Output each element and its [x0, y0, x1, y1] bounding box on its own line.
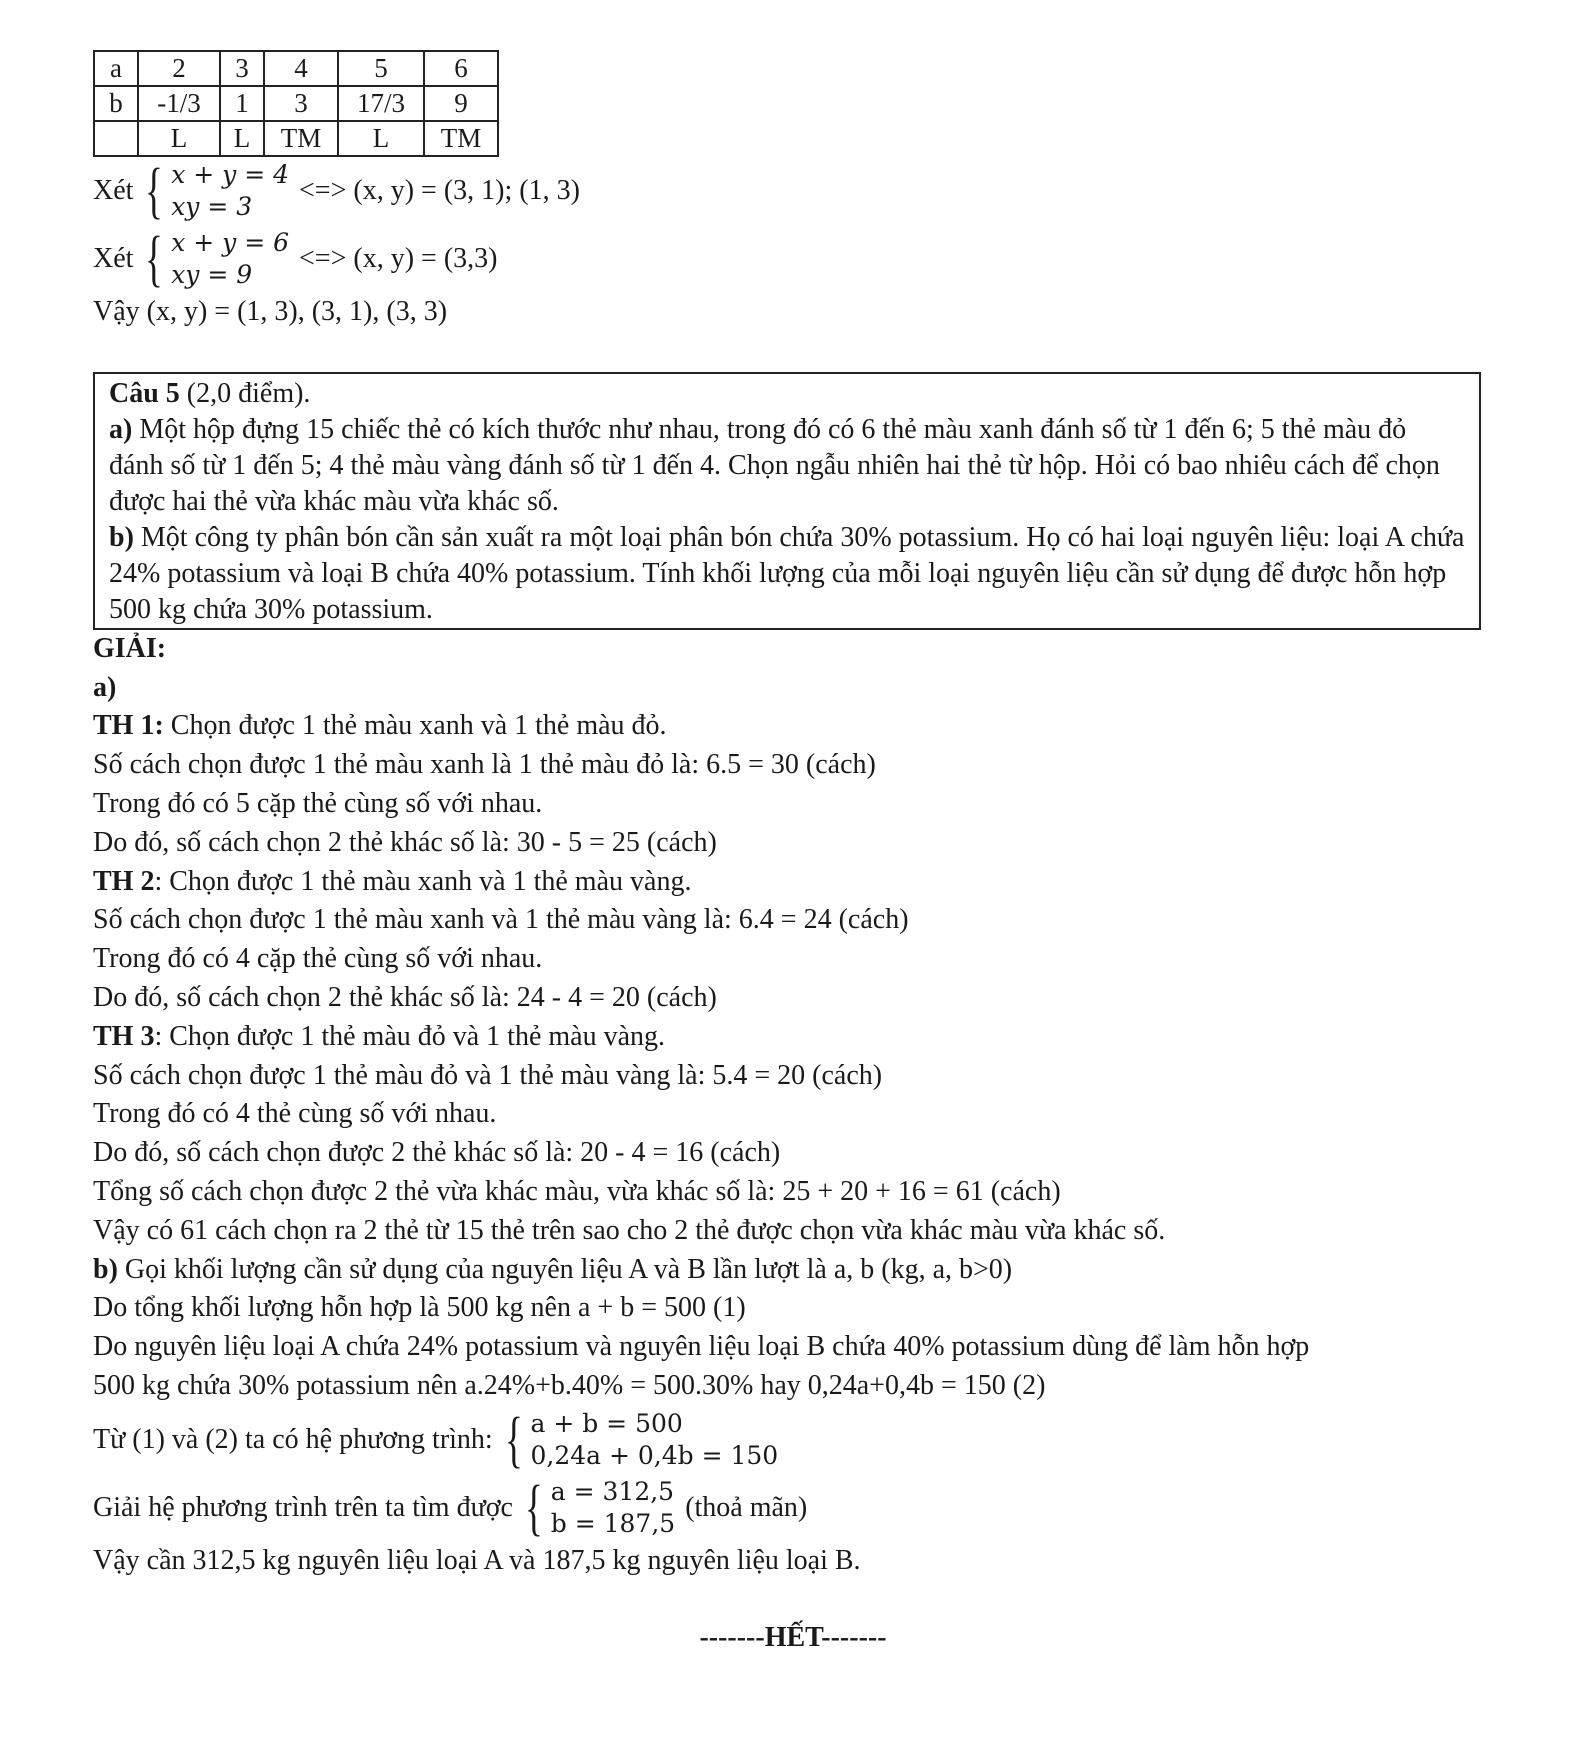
equation: a = 312,5 — [550, 1476, 675, 1506]
table-row — [94, 86, 498, 121]
case-heading — [93, 1018, 1493, 1057]
table-cell: 3 — [264, 86, 338, 121]
solution-line: Do đó, số cách chọn 2 thẻ khác số là: 30 - 5 = 25 (cách) — [93, 826, 717, 858]
system-prefix: Xét — [93, 175, 134, 206]
table-cell: 6 — [424, 51, 498, 86]
system-suffix: (thoả mãn) — [685, 1491, 808, 1523]
brace-icon: { — [145, 225, 164, 293]
table-cell: 3 — [220, 51, 264, 86]
table-cell: L — [338, 121, 424, 156]
table-cell: L — [220, 121, 264, 156]
system-result: <=> (x, y) = (3, 1); (1, 3) — [299, 175, 580, 206]
solution-line: Trong đó có 4 cặp thẻ cùng số với nhau. — [93, 943, 543, 975]
system-result: <=> (x, y) = (3,3) — [299, 243, 498, 274]
part-text: Một hộp đựng 15 chiếc thẻ có kích thước như nhau, trong đó có 6 thẻ màu xanh đánh số từ 1 đến 6; 5 thẻ màu đỏ đánh số từ 1 đến 5; 4 thẻ màu vàng đánh số từ 1 đến 4. Chọn ngẫu nhiên hai thẻ từ hộp. Hỏi có bao nhiêu cách để chọn được hai thẻ vừa khác màu vừa khác số. — [109, 413, 1440, 517]
brace-icon: { — [145, 157, 164, 225]
equation-system — [93, 157, 1493, 225]
part-label: a) — [109, 413, 133, 445]
system-equations — [530, 1408, 778, 1472]
case-text: : Chọn được 1 thẻ màu đỏ và 1 thẻ màu vàng. — [154, 1020, 666, 1052]
solution-heading: GIẢI: — [93, 632, 167, 664]
equation: xy = 9 — [171, 260, 253, 289]
table-cell: TM — [264, 121, 338, 156]
case-text: Chọn được 1 thẻ màu xanh và 1 thẻ màu đỏ. — [163, 710, 667, 742]
equation-system — [93, 1474, 1493, 1542]
table-cell: 2 — [138, 51, 220, 86]
end-marker: -------HẾT------- — [699, 1621, 887, 1653]
case-heading — [93, 707, 1493, 746]
table-cell: 17/3 — [338, 86, 424, 121]
part-b-heading — [93, 1251, 1493, 1290]
part-a-label: a) — [93, 671, 117, 703]
solution-line: Số cách chọn được 1 thẻ màu xanh là 1 thẻ màu đỏ là: 6.5 = 30 (cách) — [93, 749, 876, 781]
table-cell: 9 — [424, 86, 498, 121]
solution-line: Số cách chọn được 1 thẻ màu xanh và 1 thẻ màu vàng là: 6.4 = 24 (cách) — [93, 904, 909, 936]
table-row — [94, 51, 498, 86]
table-cell: TM — [424, 121, 498, 156]
brace-icon: { — [524, 1473, 543, 1542]
system-prefix: Xét — [93, 243, 134, 274]
system-equations — [171, 227, 289, 291]
value-table — [93, 50, 499, 157]
equation: a + b = 500 — [530, 1408, 683, 1438]
question-box — [93, 372, 1481, 630]
part-label: b) — [109, 521, 134, 553]
question-part-a — [109, 412, 1467, 520]
solution-line: Số cách chọn được 1 thẻ màu đỏ và 1 thẻ màu vàng là: 5.4 = 20 (cách) — [93, 1059, 883, 1091]
table-cell — [94, 121, 138, 156]
table-cell: b — [94, 86, 138, 121]
question-header — [109, 376, 1467, 412]
table-cell: 1 — [220, 86, 264, 121]
question-part-b — [109, 520, 1467, 628]
case-text: : Chọn được 1 thẻ màu xanh và 1 thẻ màu vàng. — [154, 865, 692, 897]
equation: x + y = 6 — [171, 228, 290, 257]
table-cell: 5 — [338, 51, 424, 86]
part-label: b) — [93, 1253, 118, 1285]
case-label: TH 2 — [93, 865, 155, 897]
final-answer-a: Vậy có 61 cách chọn ra 2 thẻ từ 15 thẻ trên sao cho 2 thẻ được chọn vừa khác màu vừa khác số. — [93, 1214, 1166, 1246]
equation: b = 187,5 — [550, 1508, 676, 1538]
part-text: Một công ty phân bón cần sản xuất ra một loại phân bón chứa 30% potassium. Họ có hai loại nguyên liệu: loại A chứa 24% potassium và loại B chứa 40% potassium. Tính khối lượng của mỗi loại nguyên liệu cần sử dụng để được hỗn hợp 500 kg chứa 30% potassium. — [109, 521, 1465, 625]
solution-line: Do tổng khối lượng hỗn hợp là 500 kg nên a + b = 500 (1) — [93, 1292, 746, 1324]
equation: xy = 3 — [171, 192, 253, 221]
solution-line: Trong đó có 4 thẻ cùng số với nhau. — [93, 1098, 497, 1130]
case-heading — [93, 863, 1493, 902]
conclusion-line: Vậy (x, y) = (1, 3), (3, 1), (3, 3) — [93, 296, 448, 327]
equation: x + y = 4 — [171, 160, 290, 189]
brace-icon: { — [504, 1405, 523, 1474]
table-cell: L — [138, 121, 220, 156]
solution-line: 500 kg chứa 30% potassium nên a.24%+b.40% = 500.30% hay 0,24a+0,4b = 150 (2) — [93, 1369, 1046, 1401]
table-cell: -1/3 — [138, 86, 220, 121]
final-answer-b: Vậy cần 312,5 kg nguyên liệu loại A và 187,5 kg nguyên liệu loại B. — [93, 1544, 861, 1576]
case-label: TH 3 — [93, 1020, 155, 1052]
equation: 0,24a + 0,4b = 150 — [530, 1440, 779, 1470]
equation-system — [93, 1406, 1493, 1474]
question-title: Câu 5 — [109, 377, 180, 409]
system-prefix: Giải hệ phương trình trên ta tìm được — [93, 1491, 513, 1523]
table-cell: 4 — [264, 51, 338, 86]
equation-system — [93, 225, 1493, 293]
system-prefix: Từ (1) và (2) ta có hệ phương trình: — [93, 1423, 493, 1455]
solution-line: Trong đó có 5 cặp thẻ cùng số với nhau. — [93, 787, 543, 819]
table-cell: a — [94, 51, 138, 86]
part-text: Gọi khối lượng cần sử dụng của nguyên liệu A và B lần lượt là a, b (kg, a, b>0) — [117, 1253, 1013, 1285]
solution-line: Do đó, số cách chọn được 2 thẻ khác số là: 20 - 4 = 16 (cách) — [93, 1137, 781, 1169]
case-label: TH 1: — [93, 710, 164, 742]
solution-line: Do nguyên liệu loại A chứa 24% potassium và nguyên liệu loại B chứa 40% potassium dùng để làm hỗn hợp — [93, 1331, 1310, 1363]
document-page — [93, 50, 1493, 1657]
system-equations — [171, 159, 289, 223]
question-points: (2,0 điểm). — [179, 377, 311, 409]
table-row — [94, 121, 498, 156]
solution-line: Do đó, số cách chọn 2 thẻ khác số là: 24 - 4 = 20 (cách) — [93, 981, 717, 1013]
system-equations — [551, 1476, 675, 1540]
total-line: Tổng số cách chọn được 2 thẻ vừa khác màu, vừa khác số là: 25 + 20 + 16 = 61 (cách) — [93, 1175, 1061, 1207]
